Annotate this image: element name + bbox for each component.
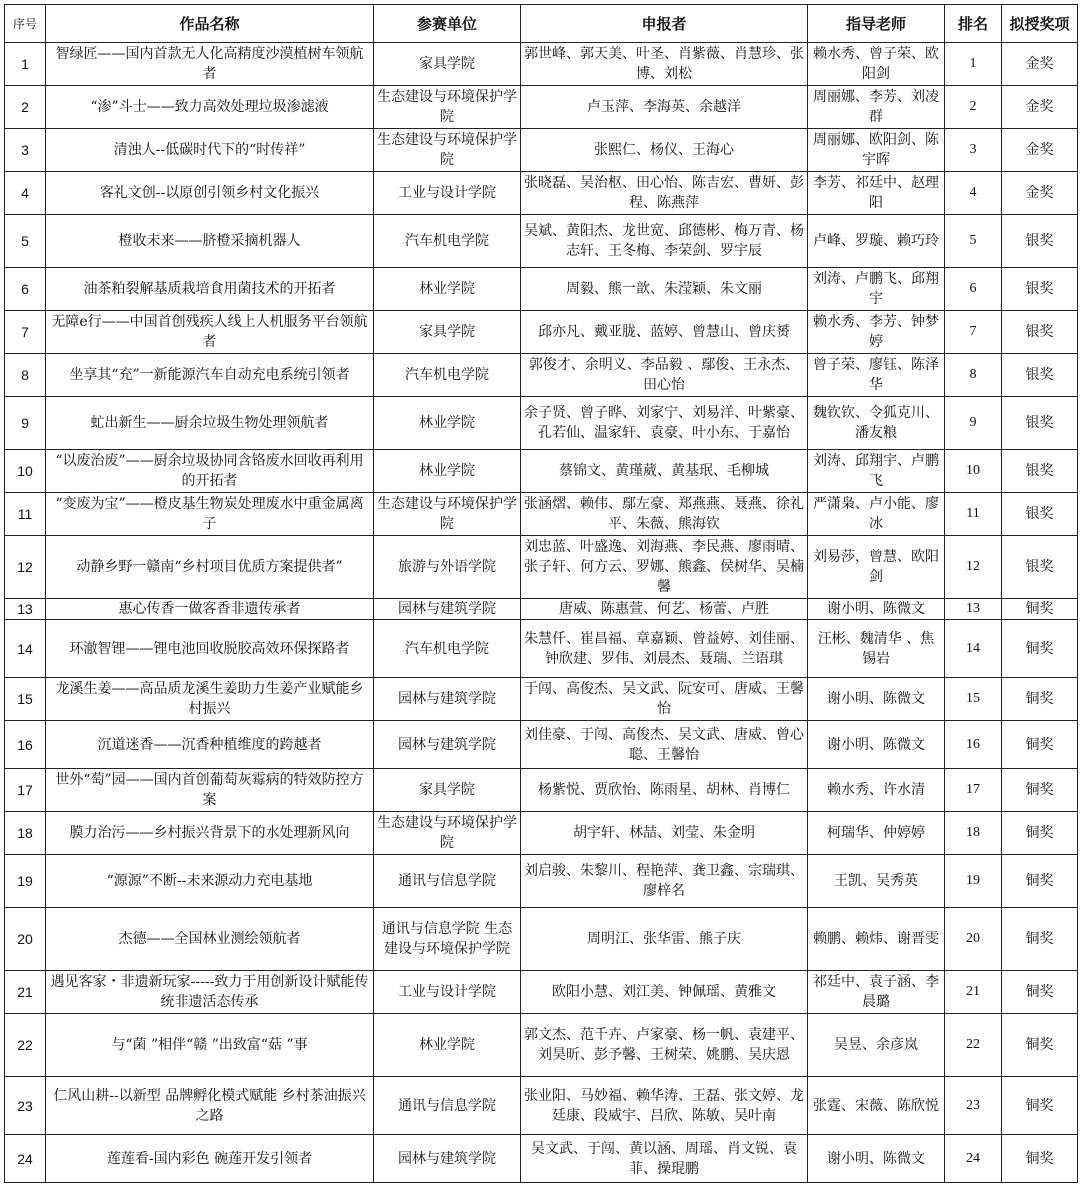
cell-rank: 23 bbox=[945, 1077, 1002, 1135]
table-row bbox=[5, 812, 1078, 855]
cell-applicants: 欧阳小慧、刘江美、钟佩瑶、黄雅文 bbox=[521, 971, 808, 1014]
cell-rank: 8 bbox=[945, 354, 1002, 397]
cell-title: 橙收未来——脐橙采摘机器人 bbox=[46, 215, 374, 268]
cell-no: 14 bbox=[5, 620, 46, 678]
cell-advisors: 谢小明、陈微文 bbox=[808, 678, 945, 721]
cell-award: 银奖 bbox=[1002, 397, 1078, 450]
cell-unit: 园林与建筑学院 bbox=[374, 599, 521, 620]
cell-title: “源源”不断--未来源动力充电基地 bbox=[46, 855, 374, 908]
cell-rank: 1 bbox=[945, 43, 1002, 86]
cell-award: 铜奖 bbox=[1002, 1014, 1078, 1077]
cell-award: 铜奖 bbox=[1002, 812, 1078, 855]
cell-rank: 3 bbox=[945, 129, 1002, 172]
cell-advisors: 柯瑞华、仲婷婷 bbox=[808, 812, 945, 855]
table-row bbox=[5, 268, 1078, 311]
cell-applicants: 郭世峰、郭天美、叶圣、肖紫薇、肖慧珍、张博、刘松 bbox=[521, 43, 808, 86]
table-row bbox=[5, 397, 1078, 450]
table-row bbox=[5, 678, 1078, 721]
cell-no: 23 bbox=[5, 1077, 46, 1135]
cell-applicants: 邱亦凡、戴亚胧、蓝婷、曾慧山、曾庆赟 bbox=[521, 311, 808, 354]
cell-title: 动静乡野一赣南“乡村项目优质方案提供者” bbox=[46, 536, 374, 599]
cell-rank: 10 bbox=[945, 450, 1002, 493]
cell-rank: 6 bbox=[945, 268, 1002, 311]
cell-award: 铜奖 bbox=[1002, 721, 1078, 769]
table-row bbox=[5, 172, 1078, 215]
cell-no: 13 bbox=[5, 599, 46, 620]
cell-award: 银奖 bbox=[1002, 536, 1078, 599]
table-row bbox=[5, 971, 1078, 1014]
cell-unit: 通讯与信息学院 bbox=[374, 855, 521, 908]
cell-no: 8 bbox=[5, 354, 46, 397]
cell-award: 银奖 bbox=[1002, 450, 1078, 493]
cell-award: 铜奖 bbox=[1002, 908, 1078, 971]
cell-title: 龙溪生姜——高品质龙溪生姜助力生姜产业赋能乡村振兴 bbox=[46, 678, 374, 721]
cell-advisors: 刘涛、邱翔宇、卢鹏飞 bbox=[808, 450, 945, 493]
cell-unit: 汽车机电学院 bbox=[374, 354, 521, 397]
table-row bbox=[5, 43, 1078, 86]
cell-title: 虻出新生——厨余垃圾生物处理领航者 bbox=[46, 397, 374, 450]
table-row bbox=[5, 215, 1078, 268]
cell-applicants: 余子贤、曾子晔、刘家宁、刘易洋、叶紫豪、孔若仙、温家轩、袁豪、叶小东、于嘉怡 bbox=[521, 397, 808, 450]
cell-award: 银奖 bbox=[1002, 215, 1078, 268]
cell-unit: 生态建设与环境保护学院 bbox=[374, 493, 521, 536]
table-row bbox=[5, 599, 1078, 620]
header-row bbox=[5, 5, 1078, 43]
cell-advisors: 周丽娜、欧阳剑、陈宇晖 bbox=[808, 129, 945, 172]
cell-rank: 20 bbox=[945, 908, 1002, 971]
cell-no: 11 bbox=[5, 493, 46, 536]
cell-unit: 工业与设计学院 bbox=[374, 172, 521, 215]
cell-award: 金奖 bbox=[1002, 86, 1078, 129]
cell-applicants: 郭俊才、余明义、李品毅 、鄢俊、王永杰、田心怡 bbox=[521, 354, 808, 397]
cell-applicants: 张晓磊、吴治枢、田心怡、陈吉宏、曹妍、彭程、陈燕萍 bbox=[521, 172, 808, 215]
cell-no: 6 bbox=[5, 268, 46, 311]
cell-award: 铜奖 bbox=[1002, 855, 1078, 908]
cell-title: 遇见客家・非遗新玩家-----致力于用创新设计赋能传统非遗活态传承 bbox=[46, 971, 374, 1014]
cell-rank: 21 bbox=[945, 971, 1002, 1014]
cell-advisors: 卢峰、罗璇、赖巧玲 bbox=[808, 215, 945, 268]
cell-rank: 9 bbox=[945, 397, 1002, 450]
cell-advisors: 刘涛、卢鹏飞、邱翔宇 bbox=[808, 268, 945, 311]
cell-award: 铜奖 bbox=[1002, 971, 1078, 1014]
table-row bbox=[5, 536, 1078, 599]
cell-applicants: 于闯、高俊杰、吴文武、阮安可、唐威、王馨怡 bbox=[521, 678, 808, 721]
cell-advisors: 祁廷中、袁子涵、李晨璐 bbox=[808, 971, 945, 1014]
cell-advisors: 吴昱、余彦岚 bbox=[808, 1014, 945, 1077]
cell-no: 10 bbox=[5, 450, 46, 493]
cell-unit: 生态建设与环境保护学院 bbox=[374, 812, 521, 855]
cell-award: 银奖 bbox=[1002, 354, 1078, 397]
cell-applicants: 吴斌、黄阳杰、龙世宽、邱德彬、梅万青、杨志轩、王冬梅、李荣剑、罗宇辰 bbox=[521, 215, 808, 268]
cell-award: 铜奖 bbox=[1002, 769, 1078, 812]
cell-award: 铜奖 bbox=[1002, 599, 1078, 620]
cell-award: 铜奖 bbox=[1002, 678, 1078, 721]
cell-award: 铜奖 bbox=[1002, 620, 1078, 678]
cell-award: 银奖 bbox=[1002, 268, 1078, 311]
header-no: 序号 bbox=[5, 5, 46, 43]
cell-applicants: 卢玉萍、李海英、余越洋 bbox=[521, 86, 808, 129]
cell-applicants: 朱慧仟、崔昌福、章嘉颖、曾益婷、刘佳丽、钟欣建、罗伟、刘晨杰、聂瑞、兰语琪 bbox=[521, 620, 808, 678]
cell-applicants: 胡宇轩、林喆、刘莹、朱金明 bbox=[521, 812, 808, 855]
cell-no: 16 bbox=[5, 721, 46, 769]
cell-unit: 汽车机电学院 bbox=[374, 215, 521, 268]
cell-title: 客礼文创--以原创引领乡村文化振兴 bbox=[46, 172, 374, 215]
table-row bbox=[5, 1014, 1078, 1077]
cell-title: 清浊人--低碳时代下的“时传祥” bbox=[46, 129, 374, 172]
cell-no: 2 bbox=[5, 86, 46, 129]
cell-award: 银奖 bbox=[1002, 311, 1078, 354]
cell-unit: 林业学院 bbox=[374, 1014, 521, 1077]
cell-title: 莲莲看-国内彩色 碗莲开发引领者 bbox=[46, 1135, 374, 1183]
cell-advisors: 周丽娜、李芳、刘凌群 bbox=[808, 86, 945, 129]
cell-award: 金奖 bbox=[1002, 172, 1078, 215]
cell-unit: 园林与建筑学院 bbox=[374, 721, 521, 769]
table-row bbox=[5, 354, 1078, 397]
cell-rank: 17 bbox=[945, 769, 1002, 812]
cell-applicants: 周毅、熊一歆、朱滢颖、朱文丽 bbox=[521, 268, 808, 311]
cell-no: 22 bbox=[5, 1014, 46, 1077]
cell-applicants: 张熙仁、杨仪、王海心 bbox=[521, 129, 808, 172]
cell-no: 5 bbox=[5, 215, 46, 268]
cell-title: 世外“萄”园——国内首创葡萄灰霉病的特效防控方案 bbox=[46, 769, 374, 812]
cell-unit: 林业学院 bbox=[374, 450, 521, 493]
cell-title: 坐享其“充”一新能源汽车自动充电系统引领者 bbox=[46, 354, 374, 397]
cell-title: 惠心传香一做客香非遗传承者 bbox=[46, 599, 374, 620]
cell-advisors: 谢小明、陈微文 bbox=[808, 721, 945, 769]
cell-applicants: 吴文武、于闯、黄以涵、周瑶、肖文锐、袁菲、操琨鹏 bbox=[521, 1135, 808, 1183]
cell-unit: 园林与建筑学院 bbox=[374, 678, 521, 721]
cell-award: 金奖 bbox=[1002, 43, 1078, 86]
table-row bbox=[5, 769, 1078, 812]
cell-award: 铜奖 bbox=[1002, 1135, 1078, 1183]
header-title: 作品名称 bbox=[46, 5, 374, 43]
cell-applicants: 郭文杰、范千卉、卢家豪、杨一帆、袁建平、刘昊昕、彭予馨、王树荣、姚鹏、吴庆恩 bbox=[521, 1014, 808, 1077]
cell-unit: 生态建设与环境保护学院 bbox=[374, 129, 521, 172]
cell-advisors: 曾子荣、廖钰、陈泽华 bbox=[808, 354, 945, 397]
cell-title: “渗”斗士——致力高效处理垃圾渗滤液 bbox=[46, 86, 374, 129]
header-rank: 排名 bbox=[945, 5, 1002, 43]
cell-title: 仁风山耕--以新型 品牌孵化模式赋能 乡村茶油振兴之路 bbox=[46, 1077, 374, 1135]
cell-advisors: 赖水秀、曾子荣、欧阳剑 bbox=[808, 43, 945, 86]
cell-rank: 2 bbox=[945, 86, 1002, 129]
cell-advisors: 张霆、宋薇、陈欣悦 bbox=[808, 1077, 945, 1135]
table-row bbox=[5, 1077, 1078, 1135]
cell-no: 12 bbox=[5, 536, 46, 599]
cell-advisors: 李芳、祁廷中、赵理阳 bbox=[808, 172, 945, 215]
cell-no: 15 bbox=[5, 678, 46, 721]
cell-unit: 汽车机电学院 bbox=[374, 620, 521, 678]
cell-no: 18 bbox=[5, 812, 46, 855]
cell-award: 铜奖 bbox=[1002, 1077, 1078, 1135]
table-row bbox=[5, 129, 1078, 172]
cell-applicants: 刘佳豪、于闯、高俊杰、吴文武、唐威、曾心聪、王馨怡 bbox=[521, 721, 808, 769]
cell-applicants: 刘忠蓝、叶盛逸、刘海燕、李民燕、廖雨晴、张子轩、何方云、罗娜、熊鑫、侯树华、吴楠馨 bbox=[521, 536, 808, 599]
cell-rank: 24 bbox=[945, 1135, 1002, 1183]
cell-unit: 旅游与外语学院 bbox=[374, 536, 521, 599]
cell-rank: 15 bbox=[945, 678, 1002, 721]
cell-no: 7 bbox=[5, 311, 46, 354]
cell-title: “变废为宝”——橙皮基生物炭处理废水中重金属离子 bbox=[46, 493, 374, 536]
cell-title: 无障e行——中国首创残疾人线上人机服务平台领航者 bbox=[46, 311, 374, 354]
table-row bbox=[5, 620, 1078, 678]
cell-rank: 19 bbox=[945, 855, 1002, 908]
cell-applicants: 刘启骏、朱黎川、程艳萍、龚卫鑫、宗瑞琪、廖梓名 bbox=[521, 855, 808, 908]
cell-no: 4 bbox=[5, 172, 46, 215]
cell-title: 环澈智锂——锂电池回收脱胶高效环保探路者 bbox=[46, 620, 374, 678]
cell-no: 24 bbox=[5, 1135, 46, 1183]
cell-award: 银奖 bbox=[1002, 493, 1078, 536]
cell-unit: 家具学院 bbox=[374, 311, 521, 354]
cell-advisors: 魏钦钦、令狐克川、潘友粮 bbox=[808, 397, 945, 450]
cell-unit: 生态建设与环境保护学院 bbox=[374, 86, 521, 129]
cell-unit: 通讯与信息学院 生态建设与环境保护学院 bbox=[374, 908, 521, 971]
cell-title: 智绿匠——国内首款无人化高精度沙漠植树车领航者 bbox=[46, 43, 374, 86]
cell-no: 3 bbox=[5, 129, 46, 172]
cell-rank: 11 bbox=[945, 493, 1002, 536]
cell-unit: 工业与设计学院 bbox=[374, 971, 521, 1014]
cell-no: 17 bbox=[5, 769, 46, 812]
cell-advisors: 严潇枭、卢小能、廖冰 bbox=[808, 493, 945, 536]
table-row bbox=[5, 86, 1078, 129]
header-advisors: 指导老师 bbox=[808, 5, 945, 43]
header-unit: 参赛单位 bbox=[374, 5, 521, 43]
cell-advisors: 谢小明、陈微文 bbox=[808, 1135, 945, 1183]
table-row bbox=[5, 908, 1078, 971]
header-award: 拟授奖项 bbox=[1002, 5, 1078, 43]
cell-advisors: 王凯、吴秀英 bbox=[808, 855, 945, 908]
cell-rank: 5 bbox=[945, 215, 1002, 268]
table-row bbox=[5, 493, 1078, 536]
cell-rank: 13 bbox=[945, 599, 1002, 620]
cell-no: 20 bbox=[5, 908, 46, 971]
cell-advisors: 汪彬、魏清华 、焦锡岩 bbox=[808, 620, 945, 678]
cell-rank: 22 bbox=[945, 1014, 1002, 1077]
cell-advisors: 赖水秀、李芳、钟梦婷 bbox=[808, 311, 945, 354]
table-row bbox=[5, 855, 1078, 908]
cell-applicants: 蔡锦文、黄瑾葳、黄基珉、毛柳城 bbox=[521, 450, 808, 493]
table-row bbox=[5, 721, 1078, 769]
cell-advisors: 赖水秀、许水清 bbox=[808, 769, 945, 812]
cell-title: 杰德——全国林业测绘领航者 bbox=[46, 908, 374, 971]
cell-applicants: 张涵熠、赖伟、鄢左豪、郑燕燕、聂燕、徐礼平、朱薇、熊海钦 bbox=[521, 493, 808, 536]
cell-unit: 园林与建筑学院 bbox=[374, 1135, 521, 1183]
cell-rank: 16 bbox=[945, 721, 1002, 769]
table-row bbox=[5, 1135, 1078, 1183]
cell-advisors: 谢小明、陈微文 bbox=[808, 599, 945, 620]
table-row bbox=[5, 311, 1078, 354]
cell-rank: 14 bbox=[945, 620, 1002, 678]
cell-title: “以废治废”——厨余垃圾协同含铬废水回收再利用的开拓者 bbox=[46, 450, 374, 493]
header-applicants: 申报者 bbox=[521, 5, 808, 43]
cell-applicants: 杨紫悦、贾欣怡、陈雨星、胡林、肖博仁 bbox=[521, 769, 808, 812]
table-row bbox=[5, 450, 1078, 493]
cell-no: 1 bbox=[5, 43, 46, 86]
cell-advisors: 刘易莎，曾慧、欧阳剑 bbox=[808, 536, 945, 599]
awards-table bbox=[4, 4, 1078, 1183]
cell-unit: 家具学院 bbox=[374, 769, 521, 812]
cell-unit: 通讯与信息学院 bbox=[374, 1077, 521, 1135]
cell-unit: 林业学院 bbox=[374, 397, 521, 450]
cell-rank: 4 bbox=[945, 172, 1002, 215]
cell-applicants: 唐威、陈惠萱、何艺、杨蕾、卢胜 bbox=[521, 599, 808, 620]
table-body bbox=[5, 43, 1078, 1183]
cell-no: 9 bbox=[5, 397, 46, 450]
cell-title: 沉道迷香——沉香种植维度的跨越者 bbox=[46, 721, 374, 769]
cell-unit: 林业学院 bbox=[374, 268, 521, 311]
cell-no: 19 bbox=[5, 855, 46, 908]
cell-advisors: 赖鹏、赖炜、谢晋雯 bbox=[808, 908, 945, 971]
cell-rank: 18 bbox=[945, 812, 1002, 855]
cell-applicants: 张业阳、马妙福、赖华涛、王磊、张文婷、龙廷康、段威宇、吕欣、陈敏、吴叶南 bbox=[521, 1077, 808, 1135]
cell-unit: 家具学院 bbox=[374, 43, 521, 86]
cell-title: 与“菌 ”相伴“赣 ”出致富“菇 ”事 bbox=[46, 1014, 374, 1077]
cell-award: 金奖 bbox=[1002, 129, 1078, 172]
cell-rank: 7 bbox=[945, 311, 1002, 354]
cell-title: 油茶粕裂解基质栽培食用菌技术的开拓者 bbox=[46, 268, 374, 311]
cell-rank: 12 bbox=[945, 536, 1002, 599]
cell-applicants: 周明江、张华雷、熊子庆 bbox=[521, 908, 808, 971]
cell-no: 21 bbox=[5, 971, 46, 1014]
cell-title: 膜力治污——乡村振兴背景下的水处理新风向 bbox=[46, 812, 374, 855]
